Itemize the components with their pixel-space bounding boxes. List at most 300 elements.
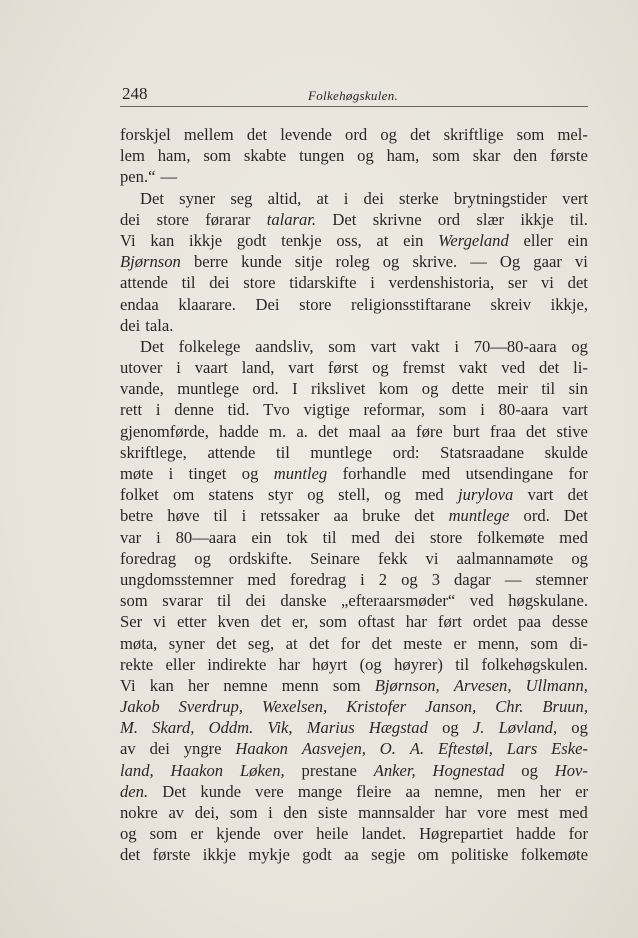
text-line (120, 823, 588, 844)
word: eller (523, 230, 553, 250)
text-line (120, 696, 588, 717)
word: Ser (120, 612, 143, 632)
word: vi (153, 612, 167, 632)
word: at (376, 230, 389, 250)
word: kjende (216, 824, 261, 844)
word: hadde (515, 824, 556, 844)
word: danske (280, 591, 327, 611)
word: og (380, 125, 397, 144)
text-line (120, 611, 588, 632)
word: — (160, 167, 178, 187)
word: prestane (301, 760, 357, 780)
word: er (575, 781, 588, 801)
word: rett (120, 400, 143, 420)
word: vaart (194, 358, 228, 378)
word: har (405, 612, 427, 632)
word: ført (437, 612, 462, 632)
text-line (120, 781, 588, 802)
word: rikslivet (311, 379, 366, 399)
word: store (243, 273, 276, 293)
word: og (120, 824, 137, 844)
word: første (152, 845, 191, 865)
text-line (120, 294, 588, 315)
word: og (307, 485, 324, 505)
word: Lars (506, 739, 538, 759)
word: dei (120, 209, 141, 229)
word: Janson, (425, 697, 477, 717)
word: ein (251, 527, 272, 547)
word: med (559, 803, 588, 822)
word: i (168, 464, 174, 483)
word: ord. (523, 506, 550, 526)
word: med (415, 485, 444, 505)
word: som (229, 803, 258, 822)
word: høgskulane. (508, 591, 588, 611)
word: syner (168, 633, 205, 653)
word: meir (497, 379, 528, 399)
word: ved (469, 591, 494, 611)
word: O. (379, 739, 396, 759)
word: klaarare. (178, 294, 236, 314)
text-line (120, 590, 588, 611)
word: om (417, 845, 439, 865)
word: skriftlige (443, 125, 504, 144)
word: med (559, 527, 588, 547)
word: Hægstad (368, 718, 428, 738)
word: dei (394, 527, 416, 547)
word: det (538, 358, 560, 378)
word: dagar (453, 569, 491, 589)
text-line (120, 463, 588, 484)
word: Haakon (170, 760, 224, 780)
word: og (382, 252, 400, 272)
word: Haakon (235, 739, 288, 759)
text-line (120, 336, 588, 357)
word: til (541, 379, 556, 399)
word: etter (176, 612, 207, 632)
word: høve (167, 506, 200, 526)
word: tid. (227, 400, 250, 420)
word: det (309, 633, 330, 653)
word: vande, (120, 379, 164, 399)
word: folkemøte (477, 527, 545, 547)
word: hadde (219, 421, 259, 441)
word: er, (291, 612, 309, 632)
word: her (187, 675, 210, 695)
word: ord (345, 125, 368, 144)
text-line (120, 188, 588, 209)
word: vert (562, 188, 588, 208)
word: og (384, 485, 401, 505)
word: gjenomførde, (120, 421, 209, 441)
word: ord (437, 209, 461, 229)
word: som (432, 146, 460, 166)
word: høyrt (312, 654, 348, 674)
word: religionsstiftarane (351, 294, 471, 314)
word: av (168, 803, 185, 822)
word: mykje (248, 845, 290, 865)
word: foredrag (289, 569, 347, 589)
word: stell, (338, 485, 370, 505)
word: den (513, 146, 538, 166)
word: mel- (557, 125, 588, 144)
word: det (567, 273, 588, 293)
word: Oddm. (208, 718, 254, 738)
word: til (322, 527, 337, 547)
word: vi (574, 252, 588, 272)
word: som (319, 612, 347, 632)
word: den (283, 803, 308, 822)
word: Eftestøl, (438, 739, 493, 759)
word: Det (140, 336, 164, 356)
word: nokre (120, 803, 158, 822)
word: desse (551, 612, 588, 632)
word: føre (416, 421, 443, 441)
word: maal (348, 421, 381, 441)
word: sin (568, 379, 588, 399)
header-rule (120, 106, 588, 107)
word: ikkje (520, 209, 554, 229)
word: som (530, 633, 559, 653)
word: for (340, 633, 361, 653)
word: er (453, 633, 467, 653)
text-line (120, 654, 588, 675)
word: 2 (378, 569, 388, 589)
word: ordet (472, 612, 507, 632)
word: bruke (362, 506, 401, 526)
word: di- (569, 633, 588, 653)
word: det (216, 633, 237, 653)
word: ham, (157, 146, 191, 166)
word: i (176, 358, 181, 378)
word: muntlege (310, 442, 373, 462)
word: den. (120, 781, 149, 801)
word: til (217, 591, 232, 611)
word: som (516, 125, 545, 144)
word: 3 (431, 569, 440, 589)
word: godt (236, 230, 267, 250)
word: politiske (451, 845, 509, 865)
word: skar (472, 146, 501, 166)
word: ungdomsstemner (120, 569, 234, 589)
word: Det (563, 506, 588, 526)
text-line (120, 357, 588, 378)
word: M. (120, 718, 138, 738)
word: for (568, 464, 588, 483)
word: det (526, 421, 547, 441)
word: statens (208, 485, 254, 505)
word: slær (476, 209, 505, 229)
word: vi (540, 273, 554, 293)
word: til (275, 442, 290, 462)
text-line (120, 272, 588, 293)
word: — (504, 569, 522, 589)
word: I (292, 379, 298, 399)
word: mange (297, 781, 343, 801)
word: 80-aara (498, 400, 549, 420)
word: det (410, 125, 431, 144)
word: levende (280, 125, 332, 144)
word: i (454, 336, 459, 356)
word: utover (120, 358, 163, 378)
word: Marius (306, 718, 355, 738)
word: i (360, 569, 365, 589)
word: — (470, 252, 487, 272)
word: Kristofer (346, 697, 407, 717)
word: verdenshistoria, (388, 273, 495, 293)
text-line (120, 760, 588, 781)
word: tungen (299, 146, 345, 166)
text-line (120, 484, 588, 505)
word: kan (149, 675, 174, 695)
word: Dei (255, 294, 280, 314)
word: dei, (194, 803, 220, 822)
word: første (550, 146, 588, 166)
word: stemner (535, 569, 588, 589)
word: og (194, 548, 211, 568)
word: denne (174, 400, 214, 420)
word: dette (451, 379, 485, 399)
word: dei (363, 188, 384, 208)
word: skriftlege, (120, 442, 187, 462)
word: med (351, 527, 380, 547)
word: store (299, 294, 332, 314)
word: til (213, 506, 228, 526)
word: det (246, 125, 268, 144)
word: skulde (544, 442, 588, 462)
word: Seinare (310, 548, 360, 568)
word: førarar (205, 209, 251, 229)
word: roleg (335, 252, 370, 272)
word: landet. (361, 824, 407, 844)
word: aandsliv, (255, 336, 314, 356)
body-text (120, 124, 588, 866)
word: tidarskifte (289, 273, 357, 293)
word: folkehøgskulen. (481, 654, 588, 674)
word: i (480, 400, 485, 420)
word: heile (316, 824, 349, 844)
word: aa (405, 781, 421, 801)
text-line (120, 166, 588, 187)
word: meste (403, 633, 443, 653)
word: til. (569, 209, 588, 229)
word: folket (120, 485, 159, 505)
word: attende (207, 442, 256, 462)
word: kunde (200, 781, 241, 801)
word: som (328, 336, 356, 356)
word: (og (359, 654, 382, 674)
word: og (571, 548, 588, 568)
text-line (120, 378, 588, 399)
word: mellem (183, 125, 234, 144)
word: oss, (336, 230, 362, 250)
word: var (120, 527, 142, 547)
word: som (120, 591, 148, 611)
word: ikkje, (550, 294, 588, 314)
word: svarar (162, 591, 203, 611)
word: ord: (392, 442, 420, 462)
word: Høgrepartiet (419, 824, 503, 844)
word: vart (370, 336, 397, 356)
word: aa (333, 506, 349, 526)
word: det (260, 612, 281, 632)
word: talarar. (266, 209, 317, 229)
word: mest (517, 803, 549, 822)
word: og (357, 146, 374, 166)
word: høyrer) (394, 654, 443, 674)
word: a. (296, 421, 308, 441)
word: sterke (399, 188, 439, 208)
word: store (156, 209, 189, 229)
page-number: 248 (122, 84, 148, 103)
word: kan (150, 230, 175, 250)
word: aa (391, 421, 406, 441)
word: Anker, (373, 760, 416, 780)
word: kunde (241, 252, 282, 272)
word: indirekte (207, 654, 267, 674)
word: Statsraadane (440, 442, 524, 462)
word: for (568, 824, 588, 844)
word: dei (245, 591, 266, 611)
text-line (120, 505, 588, 526)
word: i (156, 527, 161, 547)
word: siste (318, 803, 348, 822)
word: det (567, 485, 588, 505)
word: Det (162, 781, 187, 801)
word: ein (403, 230, 424, 250)
word: Eske- (551, 739, 588, 759)
word: fleire (356, 781, 392, 801)
word: det (120, 845, 141, 865)
word: muntlege (448, 506, 510, 526)
word: ord. (252, 379, 279, 399)
word: Vi (120, 675, 136, 695)
word: tinget (188, 464, 227, 483)
word: endaa (120, 294, 159, 314)
word: Hognestad (432, 760, 505, 780)
word: til (455, 654, 470, 674)
word: ikkje (188, 230, 223, 250)
word: li- (573, 358, 588, 378)
word: ved (501, 358, 526, 378)
word: paa (517, 612, 541, 632)
text-line (120, 251, 588, 272)
word: attende (120, 273, 168, 293)
word: som (149, 824, 178, 844)
word: kom (378, 379, 409, 399)
text-line (120, 548, 588, 569)
word: land, (241, 358, 275, 378)
word: betre (120, 506, 154, 526)
word: segje (371, 845, 406, 865)
word: og (442, 718, 459, 738)
word: tok (286, 527, 308, 547)
word: det (371, 633, 392, 653)
word: med (421, 464, 451, 483)
word: som (203, 146, 231, 166)
word: Skard, (152, 718, 195, 738)
word: nemne (223, 675, 268, 695)
word: vere (255, 781, 284, 801)
word: som (438, 400, 467, 420)
word: at (316, 188, 329, 208)
word: skrivne (372, 209, 422, 229)
text-line (120, 209, 588, 230)
word: folkemøte (520, 845, 588, 865)
word: lem (120, 146, 145, 166)
text-line (120, 230, 588, 251)
page-header (122, 84, 592, 106)
word: i (343, 188, 349, 208)
running-title: Folkehøgskulen. (308, 88, 399, 103)
word: Arvesen, (453, 675, 512, 695)
word: Tvo (263, 400, 290, 420)
word: Chr. (495, 697, 524, 717)
text-line (120, 802, 588, 823)
text-line (120, 399, 588, 420)
word: 70—80-aara (473, 336, 557, 356)
word: m. (269, 421, 287, 441)
word: til (181, 273, 196, 293)
word: Bruun, (542, 697, 588, 717)
word: muntleg (273, 464, 328, 483)
word: om (173, 485, 195, 505)
word: Jakob (120, 697, 160, 717)
word: at (285, 633, 298, 653)
word: som (332, 675, 361, 695)
word: dei (149, 739, 170, 759)
word: fraa (489, 421, 516, 441)
word: ein (567, 230, 588, 250)
word: vakt (411, 336, 440, 356)
text-line (120, 527, 588, 548)
word: J. (472, 718, 485, 738)
word: fremst (402, 358, 445, 378)
word: tala. (145, 315, 174, 335)
text-line (120, 738, 588, 759)
word: skrive. (412, 252, 458, 272)
word: har (445, 803, 467, 822)
word: kven (217, 612, 250, 632)
word: reformar, (363, 400, 425, 420)
word: oftast (357, 612, 395, 632)
word: land, (120, 760, 154, 780)
word: Løken, (239, 760, 285, 780)
word: eller (165, 654, 195, 674)
word: aalmannamøte (456, 548, 554, 568)
word: og (521, 760, 538, 780)
word: brytningstider (453, 188, 547, 208)
word: vi (425, 548, 439, 568)
word: fekk (377, 548, 408, 568)
word: pen.“ (120, 167, 156, 187)
word: og (421, 379, 439, 399)
word: først (327, 358, 359, 378)
word: Sverdrup, (178, 697, 243, 717)
word: Det (332, 209, 357, 229)
word: Hov- (554, 760, 588, 780)
text-line (120, 442, 588, 463)
word: vore (477, 803, 507, 822)
word: menn, (477, 633, 519, 653)
word: tenkje (281, 230, 322, 250)
text-line (120, 315, 588, 336)
word: Og (499, 252, 521, 272)
word: Vik, (267, 718, 293, 738)
word: utsendingane (465, 464, 554, 483)
word: Løvland, (498, 718, 558, 738)
word: dei (120, 315, 141, 335)
